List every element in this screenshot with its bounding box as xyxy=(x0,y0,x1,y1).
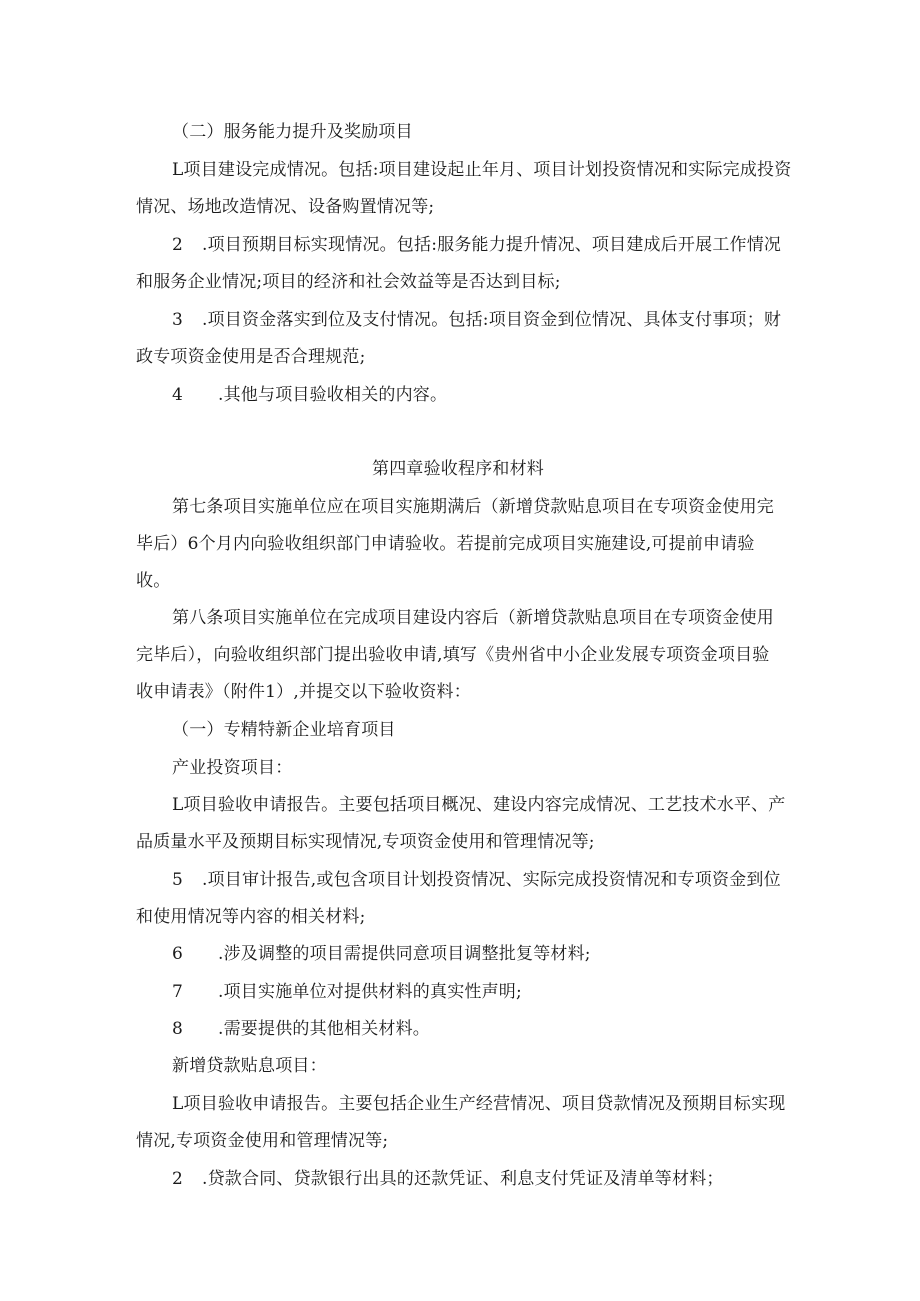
chapter-title: 第四章验收程序和材料 xyxy=(372,459,544,479)
list-text: .项目实施单位对提供材料的真实性声明; xyxy=(218,982,522,1002)
paragraph-line: 收申请表》（附件1）,并提交以下验收资料： xyxy=(136,682,471,702)
list-text: .其他与项目验收相关的内容。 xyxy=(218,385,448,405)
list-text: .项目预期目标实现情况。包括:服务能力提升情况、项目建成后开展工作情况 xyxy=(202,235,782,255)
list-item xyxy=(172,384,447,406)
paragraph-line: 情况、场地改造情况、设备购置情况等; xyxy=(136,197,435,217)
list-number: 2 xyxy=(172,1169,184,1189)
list-number: 7 xyxy=(172,982,184,1002)
list-text: .项目资金落实到位及支付情况。包括:项目资金到位情况、具体支付事项；财 xyxy=(202,310,782,330)
list-number: 4 xyxy=(172,385,184,405)
list-item xyxy=(172,869,781,891)
paragraph-line: 收。 xyxy=(136,571,171,591)
list-number: 2 xyxy=(172,235,184,255)
paragraph-line: 情况,专项资金使用和管理情况等; xyxy=(136,1131,389,1151)
section-heading: （二）服务能力提升及奖励项目 xyxy=(172,122,413,142)
paragraph-line: 第八条项目实施单位在完成项目建设内容后（新增贷款贴息项目在专项资金使用 xyxy=(172,608,774,628)
list-text: .贷款合同、贷款银行出具的还款凭证、利息支付凭证及清单等材料； xyxy=(202,1169,724,1189)
paragraph-line: 和使用情况等内容的相关材料; xyxy=(136,907,366,927)
paragraph-line: 品质量水平及预期目标实现情况,专项资金使用和管理情况等; xyxy=(136,832,595,852)
list-text: .项目审计报告,或包含项目计划投资情况、实际完成投资情况和专项资金到位 xyxy=(202,870,781,890)
paragraph-line: 毕后）6个月内向验收组织部门申请验收。若提前完成项目实施建设,可提前申请验 xyxy=(136,534,755,554)
paragraph-line: L项目验收申请报告。主要包括项目概况、建设内容完成情况、工艺技术水平、产 xyxy=(172,795,786,815)
list-item xyxy=(172,234,781,256)
section-heading: （一）专精特新企业培育项目 xyxy=(172,720,396,740)
paragraph-line: 和服务企业情况;项目的经济和社会效益等是否达到目标; xyxy=(136,272,561,292)
list-item xyxy=(172,1018,430,1040)
list-number: 5 xyxy=(172,870,184,890)
sub-heading: 新增贷款贴息项目： xyxy=(172,1056,327,1076)
paragraph-line: L项目建设完成情况。包括:项目建设起止年月、项目计划投资情况和实际完成投资 xyxy=(172,160,792,180)
list-number: 6 xyxy=(172,944,184,964)
list-item xyxy=(172,1168,724,1190)
list-number: 8 xyxy=(172,1019,184,1039)
sub-heading: 产业投资项目： xyxy=(172,758,293,778)
list-item xyxy=(172,943,591,965)
paragraph-line: 完毕后），向验收组织部门提出验收申请,填写《贵州省中小企业发展专项资金项目验 xyxy=(136,645,770,665)
list-text: .需要提供的其他相关材料。 xyxy=(218,1019,431,1039)
list-item xyxy=(172,981,522,1003)
paragraph-line: 政专项资金使用是否合理规范; xyxy=(136,347,366,367)
list-item xyxy=(172,309,781,331)
list-number: 3 xyxy=(172,310,184,330)
list-text: .涉及调整的项目需提供同意项目调整批复等材料; xyxy=(218,944,591,964)
paragraph-line: 第七条项目实施单位应在项目实施期满后（新增贷款贴息项目在专项资金使用完 xyxy=(172,497,774,517)
paragraph-line: L项目验收申请报告。主要包括企业生产经营情况、项目贷款情况及预期目标实现 xyxy=(172,1094,786,1114)
